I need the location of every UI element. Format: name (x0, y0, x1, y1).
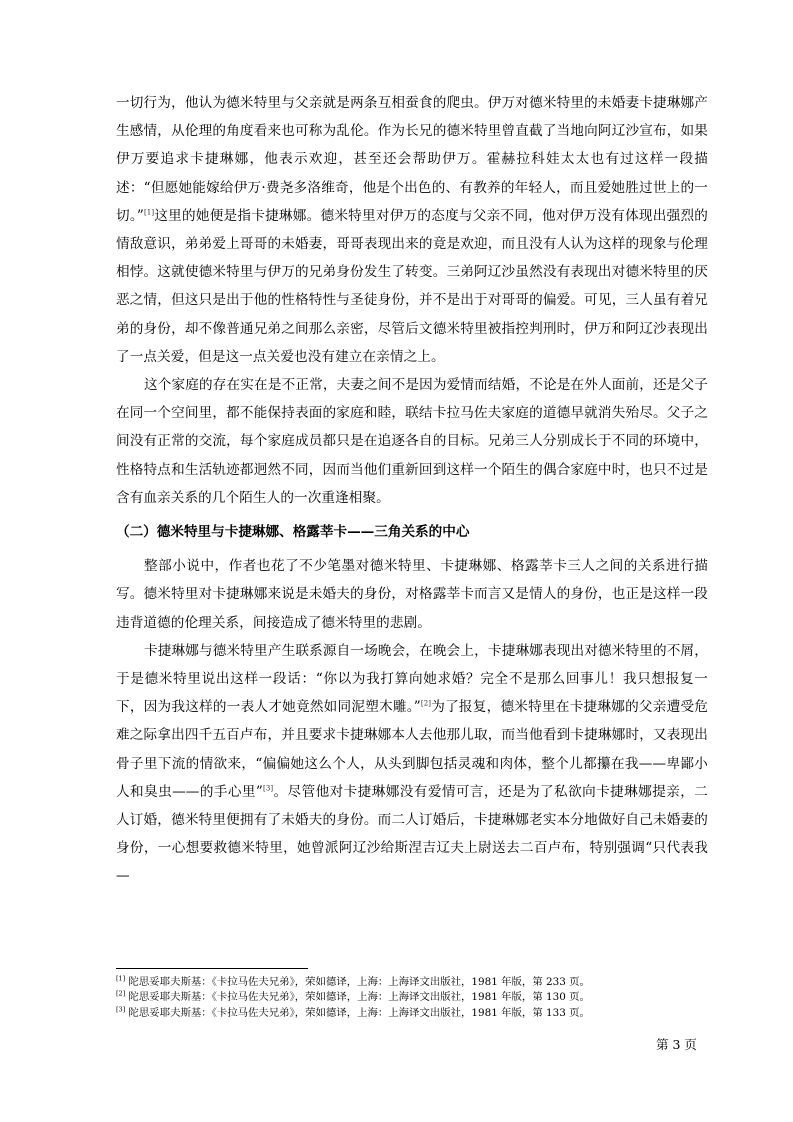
text-run: 。尽管他对卡捷琳娜没有爱情可言，还是为了私欲向卡捷琳娜提亲，二人订婚，德米特里便拥有了未婚夫的身份。而二人订婚后，卡捷琳娜老实本分地做好自己未婚妻的身份，一心想要救德米特里，她曾派阿辽沙给斯涅吉辽夫上尉送去二百卢布，特别强调“只代表我— (116, 783, 708, 885)
paragraph (116, 637, 708, 891)
footnote-mark: [2] (116, 989, 126, 998)
footnote-ref[interactable]: [2] (420, 699, 432, 708)
footnote-mark: [3] (116, 1005, 126, 1014)
text-run: 卡捷琳娜与德米特里产生联系源自一场晚会，在晚会上，卡捷琳娜表现出对德米特里的不屑，于是德米特里说出这样一段话：“你以为我打算向她求婚？完全不是那么回事儿！我只想报复一下，因为我这样的一表人才她竟然如同泥塑木雕。” (116, 642, 708, 716)
footnote-text: 陀思妥耶夫斯基：《卡拉马佐夫兄弟》，荣如德译，上海：上海译文出版社，1981 年版，第 133 页。 (125, 1006, 590, 1019)
footnote-separator (116, 968, 308, 969)
paragraph (116, 371, 708, 512)
footnote-ref[interactable]: [3] (262, 784, 274, 793)
section-heading (116, 518, 708, 546)
text-run: 这个家庭的存在实在是不正常，夫妻之间不是因为爱情而结婚，不论是在外人面前，还是父子在同一个空间里，都不能保持表面的家庭和睦，联结卡拉马佐夫家庭的道德早就消失殆尽。父子之间没有正常的交流，每个家庭成员都只是在追逐各自的目标。兄弟三人分别成长于不同的环境中，性格特点和生活轨迹都迥然不同，因而当他们重新回到这样一个陌生的偶合家庭中时，也只不过是含有血亲关系的几个陌生人的一次重逢相聚。 (116, 377, 708, 506)
footnote-text: 陀思妥耶夫斯基：《卡拉马佐夫兄弟》，荣如德译，上海：上海译文出版社，1981 年版，第 130 页。 (125, 991, 590, 1004)
paragraph (116, 89, 708, 371)
footnote (116, 975, 708, 990)
text-run: （二）德米特里与卡捷琳娜、格露莘卡——三角关系的中心 (116, 524, 470, 541)
text-run: 整部小说中，作者也花了不少笔墨对德米特里、卡捷琳娜、格露莘卡三人之间的关系进行描写。德米特里对卡捷琳娜来说是未婚夫的身份，对格露莘卡而言又是情人的身份，也正是这样一段违背道德的伦理关系，间接造成了德米特里的悲剧。 (116, 558, 708, 631)
footnote (116, 990, 708, 1005)
footnote-mark: [1] (116, 974, 126, 983)
page-number: 第 3 页 (656, 1037, 697, 1052)
text-run: 这里的她便是指卡捷琳娜。德米特里对伊万的态度与父亲不同，他对伊万没有体现出强烈的情敌意识，弟弟爱上哥哥的未婚妻，哥哥表现出来的竟是欢迎，而且没有人认为这样的现象与伦理相悖。这就使德米特里与伊万的兄弟身份发生了转变。三弟阿辽沙虽然没有表现出对德米特里的厌恶之情，但这只是出于他的性格特性与圣徒身份，并不是出于对哥哥的偏爱。可见，三人虽有着兄弟的身份，却不像普通兄弟之间那么亲密，尽管后文德米特里被指控判刑时，伊万和阿辽沙表现出了一点关爱，但是这一点关爱也没有建立在亲情之上。 (116, 207, 709, 365)
footnotes (116, 975, 708, 1021)
footnote (116, 1006, 708, 1021)
text-run: 一切行为，他认为德米特里与父亲就是两条互相蚕食的爬虫。伊万对德米特里的未婚妻卡捷琳娜产生感情，从伦理的角度看来也可称为乱伦。作为长兄的德米特里曾直截了当地向阿辽沙宣布，如果伊万要追求卡捷琳娜，他表示欢迎，甚至还会帮助伊万。霍赫拉科娃太太也有过这样一段描述：“但愿她能嫁给伊万·费尧多洛维奇，他是个出色的、有教养的年轻人，而且爱她胜过世上的一切。” (116, 95, 708, 224)
footnote-text: 陀思妥耶夫斯基：《卡拉马佐夫兄弟》，荣如德译，上海：上海译文出版社，1981 年版，第 233 页。 (125, 976, 590, 988)
text-run: 为了报复，德米特里在卡捷琳娜的父亲遭受危难之际拿出四千五百卢布，并且要求卡捷琳娜本人去他那儿取，而当他看到卡捷琳娜时，又表现出骨子里下流的情欲来，“偏偏她这么个人，从头到脚包括灵魂和肉体，整个儿都攥在我——卑鄙小人和臭虫——的手心里” (116, 699, 708, 800)
body-text (116, 89, 708, 891)
footnote-ref[interactable]: [1] (143, 208, 155, 217)
paragraph (116, 552, 708, 637)
